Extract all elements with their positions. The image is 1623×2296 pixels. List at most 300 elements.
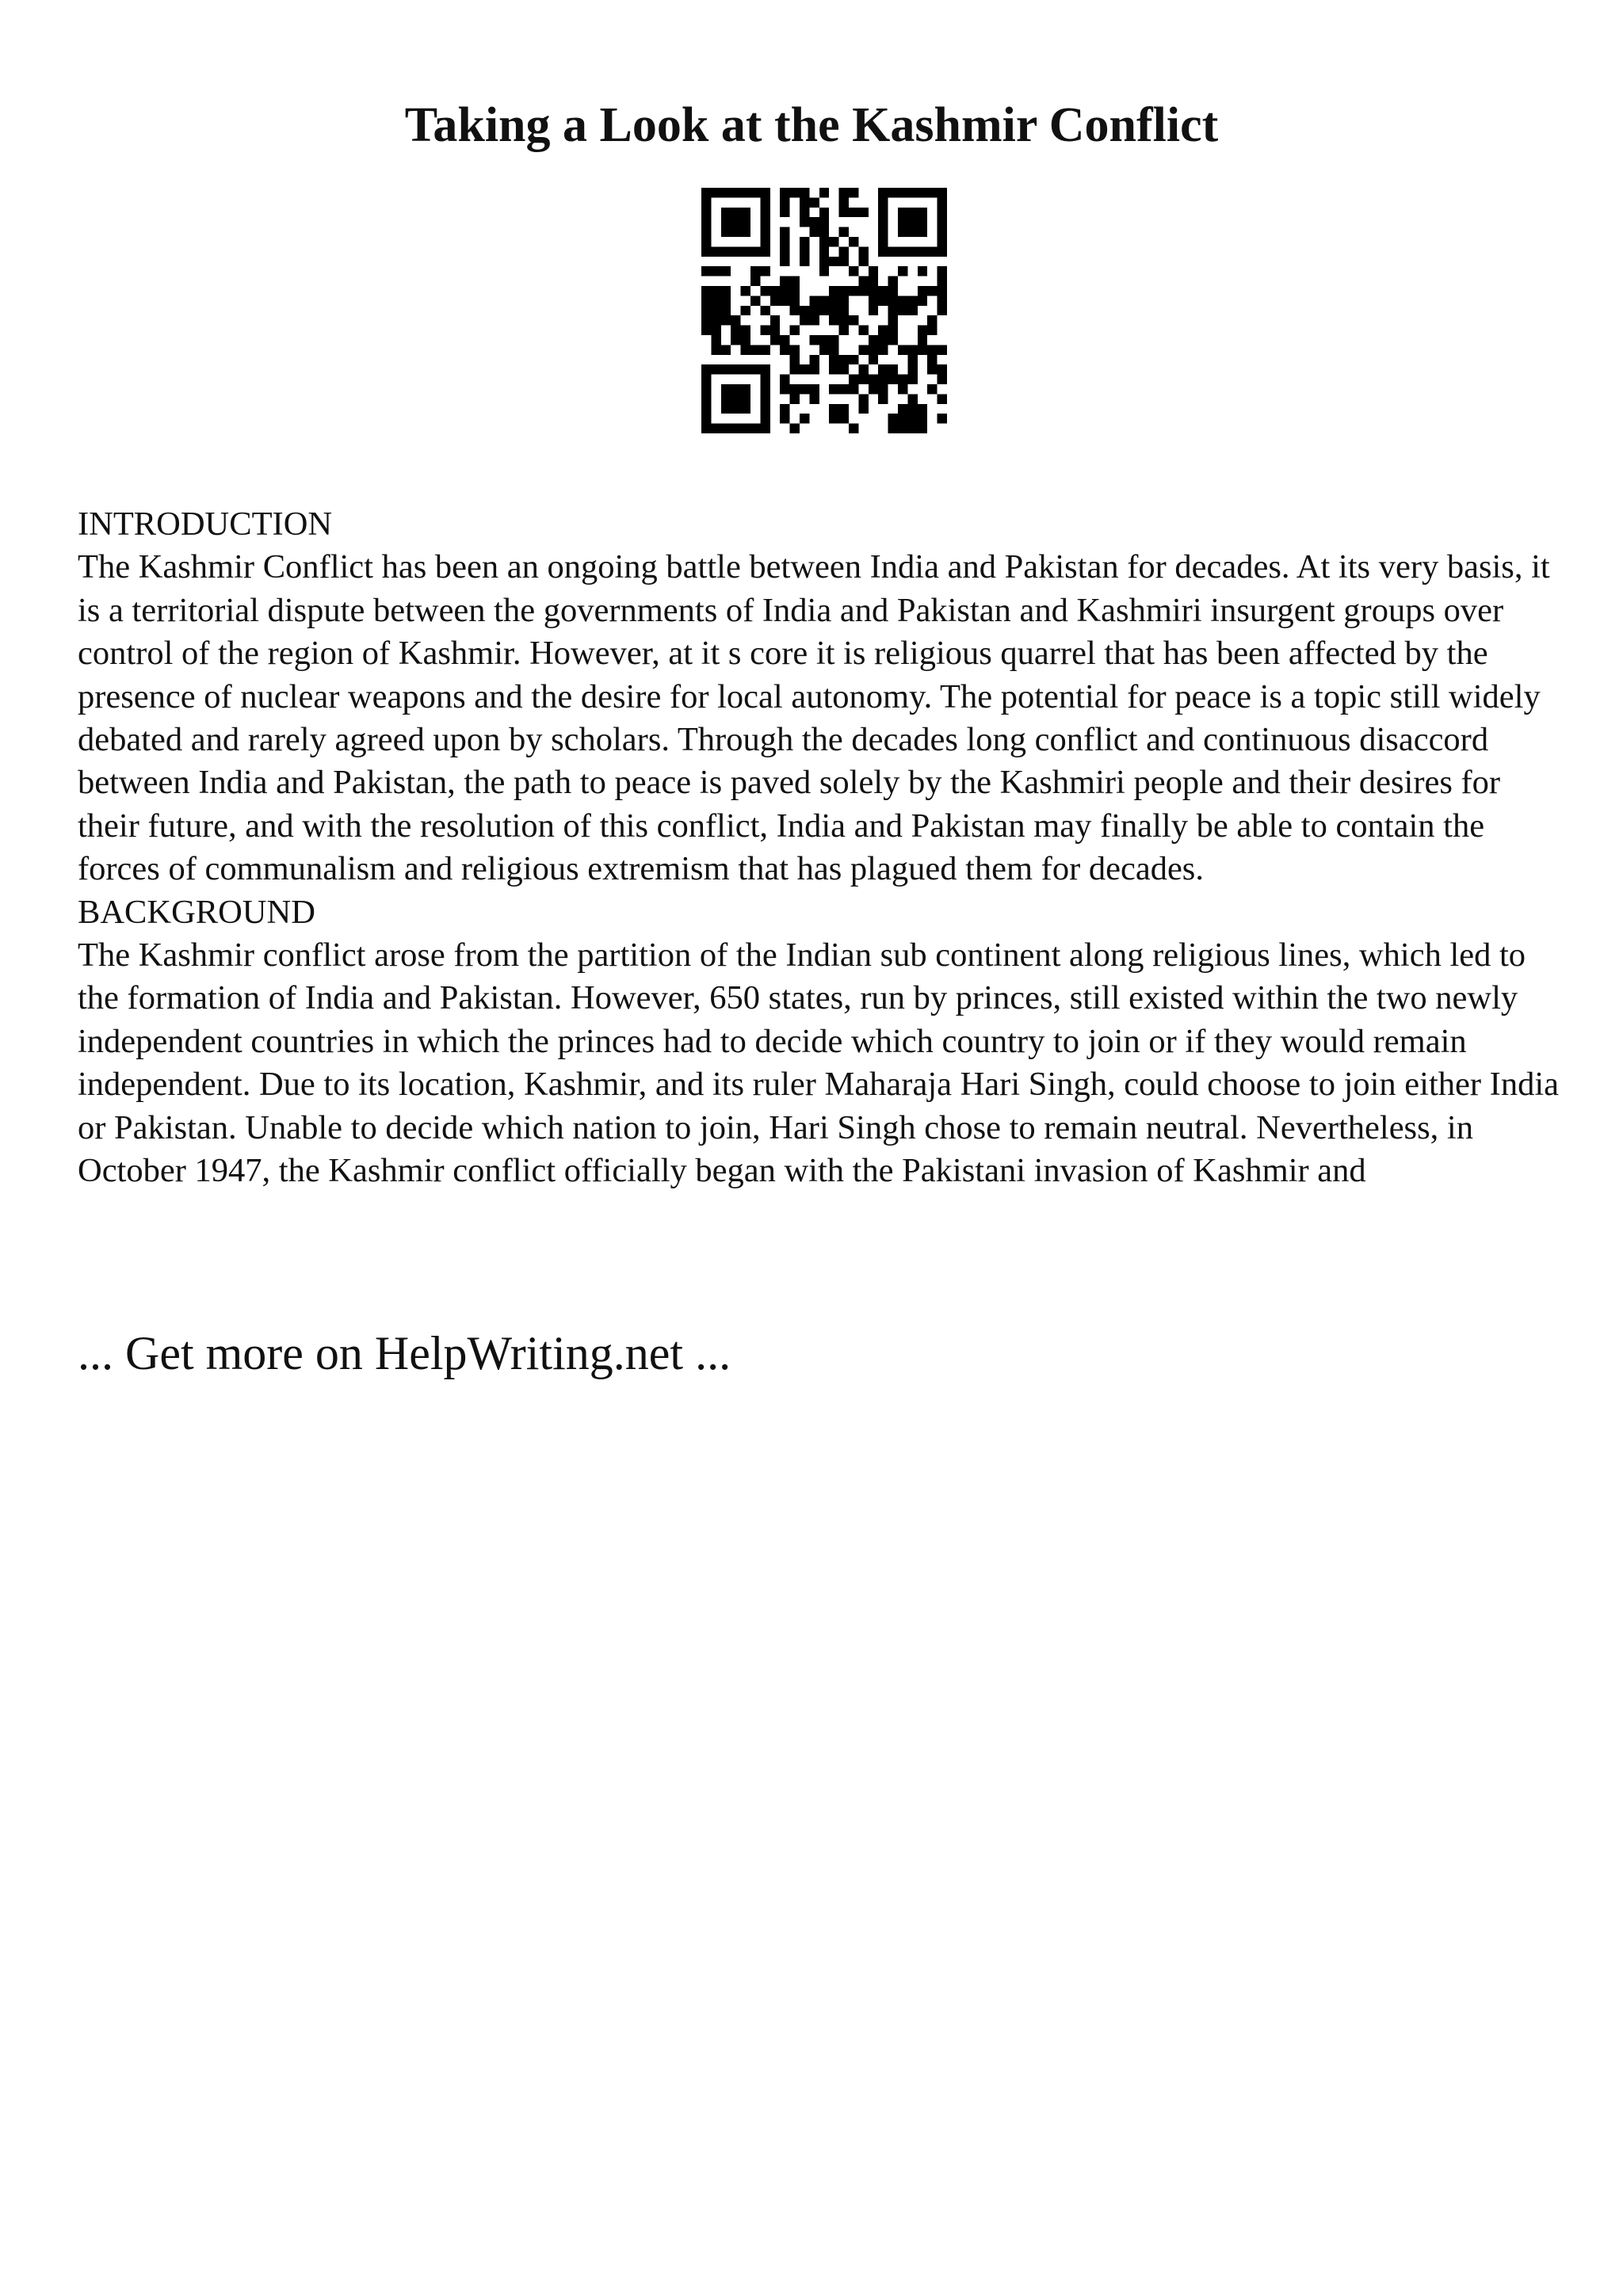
qr-module <box>721 266 731 276</box>
qr-module <box>858 286 868 296</box>
qr-module <box>809 306 819 315</box>
qr-module <box>731 208 740 217</box>
qr-module <box>721 424 731 433</box>
qr-module <box>760 364 769 374</box>
qr-module <box>800 188 809 197</box>
qr-module <box>741 188 750 197</box>
qr-module <box>849 315 858 325</box>
qr-module <box>839 246 849 256</box>
qr-module <box>829 296 838 305</box>
qr-module <box>898 424 907 433</box>
qr-module <box>711 246 720 256</box>
qr-module <box>839 315 849 325</box>
qr-module <box>780 277 789 286</box>
qr-module <box>839 286 849 296</box>
qr-module <box>780 246 789 256</box>
qr-module <box>839 188 849 197</box>
qr-module <box>907 208 917 217</box>
qr-module <box>760 384 769 394</box>
qr-module <box>701 375 711 384</box>
qr-module <box>721 246 731 256</box>
qr-module <box>869 296 878 305</box>
qr-module <box>790 326 800 335</box>
qr-module <box>809 364 819 374</box>
qr-module <box>701 404 711 414</box>
qr-module <box>839 306 849 315</box>
qr-module <box>809 355 819 364</box>
qr-module <box>907 424 917 433</box>
qr-module <box>770 335 780 345</box>
qr-module <box>731 364 740 374</box>
qr-module <box>829 345 838 354</box>
qr-module <box>869 355 878 364</box>
qr-module <box>878 237 888 246</box>
qr-module <box>898 414 907 423</box>
qr-module <box>780 414 789 423</box>
qr-module <box>858 257 868 266</box>
qr-module <box>731 326 740 335</box>
qr-module <box>898 188 907 197</box>
qr-module <box>760 266 769 276</box>
qr-module <box>938 277 947 286</box>
qr-module <box>907 375 917 384</box>
qr-module <box>701 326 711 335</box>
qr-module <box>878 208 888 217</box>
qr-module <box>938 286 947 296</box>
qr-module <box>721 306 731 315</box>
qr-module <box>790 286 800 296</box>
qr-module <box>869 306 878 315</box>
qr-module <box>839 384 849 394</box>
qr-module <box>819 296 829 305</box>
qr-module <box>760 197 769 207</box>
qr-module <box>927 246 937 256</box>
qr-module <box>839 404 849 414</box>
qr-module <box>741 345 750 354</box>
qr-module <box>858 277 868 286</box>
qr-module <box>918 266 927 276</box>
qr-module <box>938 227 947 237</box>
qr-module <box>711 335 720 345</box>
qr-module <box>819 306 829 315</box>
section-body-introduction: The Kashmir Conflict has been an ongoing battle between India and Pakistan for decades. At its very basis, it is a territorial dispute between the governments of India and Pakistan and Kashmiri insurgent groups over control of the region of Kashmir. However, at it s core it is religious quarrel that has been affected by the presence of nuclear weapons and the desire for local autonomy. The potential for peace is a topic still widely debated and rarely agreed upon by scholars. Through the decades long conflict and continuous disaccord between India and Pakistan, the path to peace is paved solely by the Kashmiri people and their desires for their future, and with the resolution of this conflict, India and Pakistan may finally be able to contain the forces of communalism and religious extremism that has plagued them for decades. <box>78 548 1550 888</box>
qr-module <box>701 296 711 305</box>
qr-module <box>750 246 760 256</box>
qr-module <box>711 326 720 335</box>
qr-module <box>731 246 740 256</box>
qr-module <box>878 335 888 345</box>
qr-module <box>898 246 907 256</box>
qr-module <box>790 424 800 433</box>
qr-module <box>938 364 947 374</box>
qr-module <box>869 266 878 276</box>
qr-module <box>800 315 809 325</box>
qr-module <box>809 335 819 345</box>
qr-module <box>858 246 868 256</box>
qr-module <box>907 404 917 414</box>
qr-module <box>907 217 917 227</box>
qr-module <box>711 188 720 197</box>
qr-module <box>760 326 769 335</box>
qr-module <box>898 208 907 217</box>
qr-module <box>869 375 878 384</box>
qr-module <box>839 296 849 305</box>
qr-module <box>888 414 898 423</box>
qr-module <box>800 414 809 423</box>
qr-module <box>858 404 868 414</box>
qr-module <box>721 384 731 394</box>
qr-module <box>760 414 769 423</box>
qr-module <box>731 394 740 403</box>
qr-module <box>839 197 849 207</box>
qr-module <box>898 384 907 394</box>
qr-module <box>780 257 789 266</box>
qr-module <box>839 326 849 335</box>
qr-module <box>780 345 789 354</box>
qr-module <box>701 315 711 325</box>
qr-module <box>800 306 809 315</box>
qr-module <box>907 414 917 423</box>
qr-module <box>839 364 849 374</box>
qr-module <box>878 286 888 296</box>
qr-module <box>780 375 789 384</box>
qr-module <box>907 394 917 403</box>
qr-module <box>869 277 878 286</box>
qr-module <box>849 188 858 197</box>
qr-module <box>907 188 917 197</box>
qr-module <box>938 188 947 197</box>
qr-module <box>800 257 809 266</box>
qr-module <box>790 394 800 403</box>
qr-module <box>829 257 838 266</box>
qr-module <box>731 227 740 237</box>
qr-module <box>878 188 888 197</box>
qr-module <box>721 227 731 237</box>
qr-module <box>701 188 711 197</box>
qr-module <box>780 404 789 414</box>
qr-module <box>918 296 927 305</box>
qr-module <box>888 315 898 325</box>
qr-module <box>790 306 800 315</box>
qr-module <box>731 335 740 345</box>
qr-module <box>829 335 838 345</box>
qr-module <box>711 345 720 354</box>
qr-module <box>741 394 750 403</box>
qr-module <box>888 375 898 384</box>
qr-module <box>898 375 907 384</box>
qr-module <box>888 286 898 296</box>
qr-module <box>829 315 838 325</box>
qr-module <box>888 277 898 286</box>
qr-module <box>898 306 907 315</box>
qr-module <box>800 237 809 246</box>
qr-module <box>790 355 800 364</box>
qr-module <box>750 277 760 286</box>
qr-module <box>760 404 769 414</box>
qr-module <box>809 315 819 325</box>
qr-module <box>869 384 878 394</box>
qr-module <box>701 306 711 315</box>
qr-module <box>888 306 898 315</box>
qr-module <box>721 208 731 217</box>
qr-module <box>858 345 868 354</box>
qr-module <box>701 197 711 207</box>
qr-module <box>918 414 927 423</box>
qr-module <box>888 364 898 374</box>
qr-module <box>927 384 937 394</box>
qr-module <box>918 335 927 345</box>
qr-module <box>849 237 858 246</box>
qr-module <box>701 286 711 296</box>
qr-module <box>800 208 809 217</box>
qr-module <box>829 384 838 394</box>
qr-module <box>878 364 888 374</box>
qr-module <box>898 227 907 237</box>
qr-module <box>938 208 947 217</box>
qr-module <box>927 355 937 364</box>
qr-module <box>760 217 769 227</box>
qr-module <box>731 384 740 394</box>
qr-module <box>898 404 907 414</box>
qr-module <box>750 364 760 374</box>
qr-module <box>898 296 907 305</box>
qr-module <box>809 217 819 227</box>
qr-module <box>938 237 947 246</box>
qr-module <box>878 217 888 227</box>
qr-module <box>907 345 917 354</box>
qr-module <box>938 375 947 384</box>
qr-module <box>760 208 769 217</box>
qr-module <box>770 296 780 305</box>
qr-module <box>701 237 711 246</box>
qr-module <box>849 384 858 394</box>
qr-module <box>790 364 800 374</box>
qr-module <box>731 424 740 433</box>
qr-module <box>721 364 731 374</box>
qr-module <box>721 188 731 197</box>
qr-module <box>829 286 838 296</box>
qr-module <box>780 188 789 197</box>
qr-module <box>938 296 947 305</box>
qr-module <box>760 227 769 237</box>
qr-module <box>711 424 720 433</box>
qr-module <box>790 384 800 394</box>
qr-module <box>701 208 711 217</box>
qr-module <box>819 257 829 266</box>
qr-module <box>770 315 780 325</box>
qr-module <box>938 414 947 423</box>
qr-module <box>819 217 829 227</box>
qr-module <box>878 197 888 207</box>
qr-module <box>839 208 849 217</box>
qr-module <box>839 355 849 364</box>
qr-module <box>819 335 829 345</box>
qr-module <box>819 208 829 217</box>
qr-module <box>888 335 898 345</box>
qr-module <box>938 266 947 276</box>
qr-module <box>849 424 858 433</box>
qr-module <box>809 227 819 237</box>
qr-module <box>829 237 838 246</box>
qr-module <box>938 394 947 403</box>
qr-module <box>701 384 711 394</box>
qr-module <box>858 208 868 217</box>
qr-module <box>858 375 868 384</box>
qr-module <box>760 306 769 315</box>
qr-module <box>790 296 800 305</box>
qr-module <box>760 375 769 384</box>
qr-module <box>790 345 800 354</box>
qr-module <box>731 217 740 227</box>
qr-module <box>858 326 868 335</box>
qr-module <box>918 326 927 335</box>
qr-module <box>938 217 947 227</box>
qr-module <box>819 188 829 197</box>
qr-module <box>780 384 789 394</box>
qr-module <box>918 424 927 433</box>
qr-module <box>878 375 888 384</box>
qr-module <box>918 286 927 296</box>
qr-module <box>819 246 829 256</box>
qr-module <box>701 394 711 403</box>
section-heading-introduction: INTRODUCTION <box>78 505 333 543</box>
qr-module <box>869 345 878 354</box>
qr-module <box>721 345 731 354</box>
qr-module <box>780 296 789 305</box>
qr-module <box>878 345 888 354</box>
qr-module <box>790 277 800 286</box>
qr-module <box>907 246 917 256</box>
qr-module <box>918 217 927 227</box>
qr-module <box>858 364 868 374</box>
qr-module <box>741 286 750 296</box>
qr-module <box>869 335 878 345</box>
qr-module <box>760 237 769 246</box>
qr-module <box>878 246 888 256</box>
qr-module <box>701 424 711 433</box>
qr-module <box>701 217 711 227</box>
qr-code-icon <box>701 188 947 433</box>
qr-module <box>809 394 819 403</box>
qr-module <box>741 306 750 315</box>
qr-module <box>760 286 769 296</box>
qr-module <box>878 394 888 403</box>
qr-module <box>760 424 769 433</box>
qr-module <box>927 286 937 296</box>
qr-module <box>927 345 937 354</box>
qr-module <box>858 394 868 403</box>
qr-module <box>819 227 829 237</box>
document-title: Taking a Look at the Kashmir Conflict <box>404 98 1219 152</box>
qr-module <box>741 326 750 335</box>
qr-module <box>898 217 907 227</box>
qr-module <box>839 227 849 237</box>
qr-module <box>741 384 750 394</box>
qr-module <box>701 364 711 374</box>
qr-module <box>750 266 760 276</box>
qr-module <box>888 188 898 197</box>
qr-module <box>809 384 819 394</box>
qr-module <box>741 246 750 256</box>
qr-module <box>800 217 809 227</box>
qr-module <box>741 364 750 374</box>
section-heading-background: BACKGROUND <box>78 893 315 931</box>
qr-module <box>907 306 917 315</box>
qr-module <box>888 326 898 335</box>
qr-module <box>878 227 888 237</box>
qr-module <box>849 355 858 364</box>
qr-module <box>809 197 819 207</box>
document-body <box>78 503 1568 1193</box>
qr-module <box>907 355 917 364</box>
qr-module <box>770 326 780 335</box>
qr-module <box>721 296 731 305</box>
qr-module <box>711 364 720 374</box>
qr-module <box>829 355 838 364</box>
qr-module <box>829 364 838 374</box>
qr-module <box>918 188 927 197</box>
qr-module <box>780 286 789 296</box>
qr-module <box>829 414 838 423</box>
qr-module <box>741 217 750 227</box>
qr-module <box>927 315 937 325</box>
qr-module <box>711 266 720 276</box>
qr-module <box>790 188 800 197</box>
qr-module <box>711 315 720 325</box>
qr-module <box>741 208 750 217</box>
qr-module <box>731 188 740 197</box>
qr-module <box>711 286 720 296</box>
qr-module <box>780 237 789 246</box>
qr-module <box>721 394 731 403</box>
qr-module <box>701 266 711 276</box>
qr-module <box>800 197 809 207</box>
qr-module <box>741 335 750 345</box>
qr-module <box>898 266 907 276</box>
qr-module <box>907 227 917 237</box>
qr-module <box>741 424 750 433</box>
qr-module <box>770 286 780 296</box>
qr-module <box>888 296 898 305</box>
qr-module <box>780 197 789 207</box>
qr-module <box>907 364 917 374</box>
qr-module <box>741 227 750 237</box>
qr-module <box>918 227 927 237</box>
qr-module <box>849 375 858 384</box>
qr-module <box>839 414 849 423</box>
qr-module <box>927 326 937 335</box>
qr-module <box>809 296 819 305</box>
qr-module <box>701 227 711 237</box>
qr-module <box>721 286 731 296</box>
qr-module <box>938 246 947 256</box>
qr-module <box>750 188 760 197</box>
qr-module <box>938 345 947 354</box>
qr-module <box>888 424 898 433</box>
get-more-link[interactable]: ... Get more on HelpWriting.net ... <box>78 1327 731 1379</box>
qr-module <box>721 217 731 227</box>
qr-module <box>819 266 829 276</box>
qr-module <box>701 246 711 256</box>
qr-module <box>849 266 858 276</box>
qr-module <box>711 306 720 315</box>
qr-module <box>938 306 947 315</box>
qr-module <box>878 296 888 305</box>
qr-module <box>750 424 760 433</box>
qr-module <box>927 364 937 374</box>
qr-module <box>888 246 898 256</box>
qr-module <box>918 208 927 217</box>
